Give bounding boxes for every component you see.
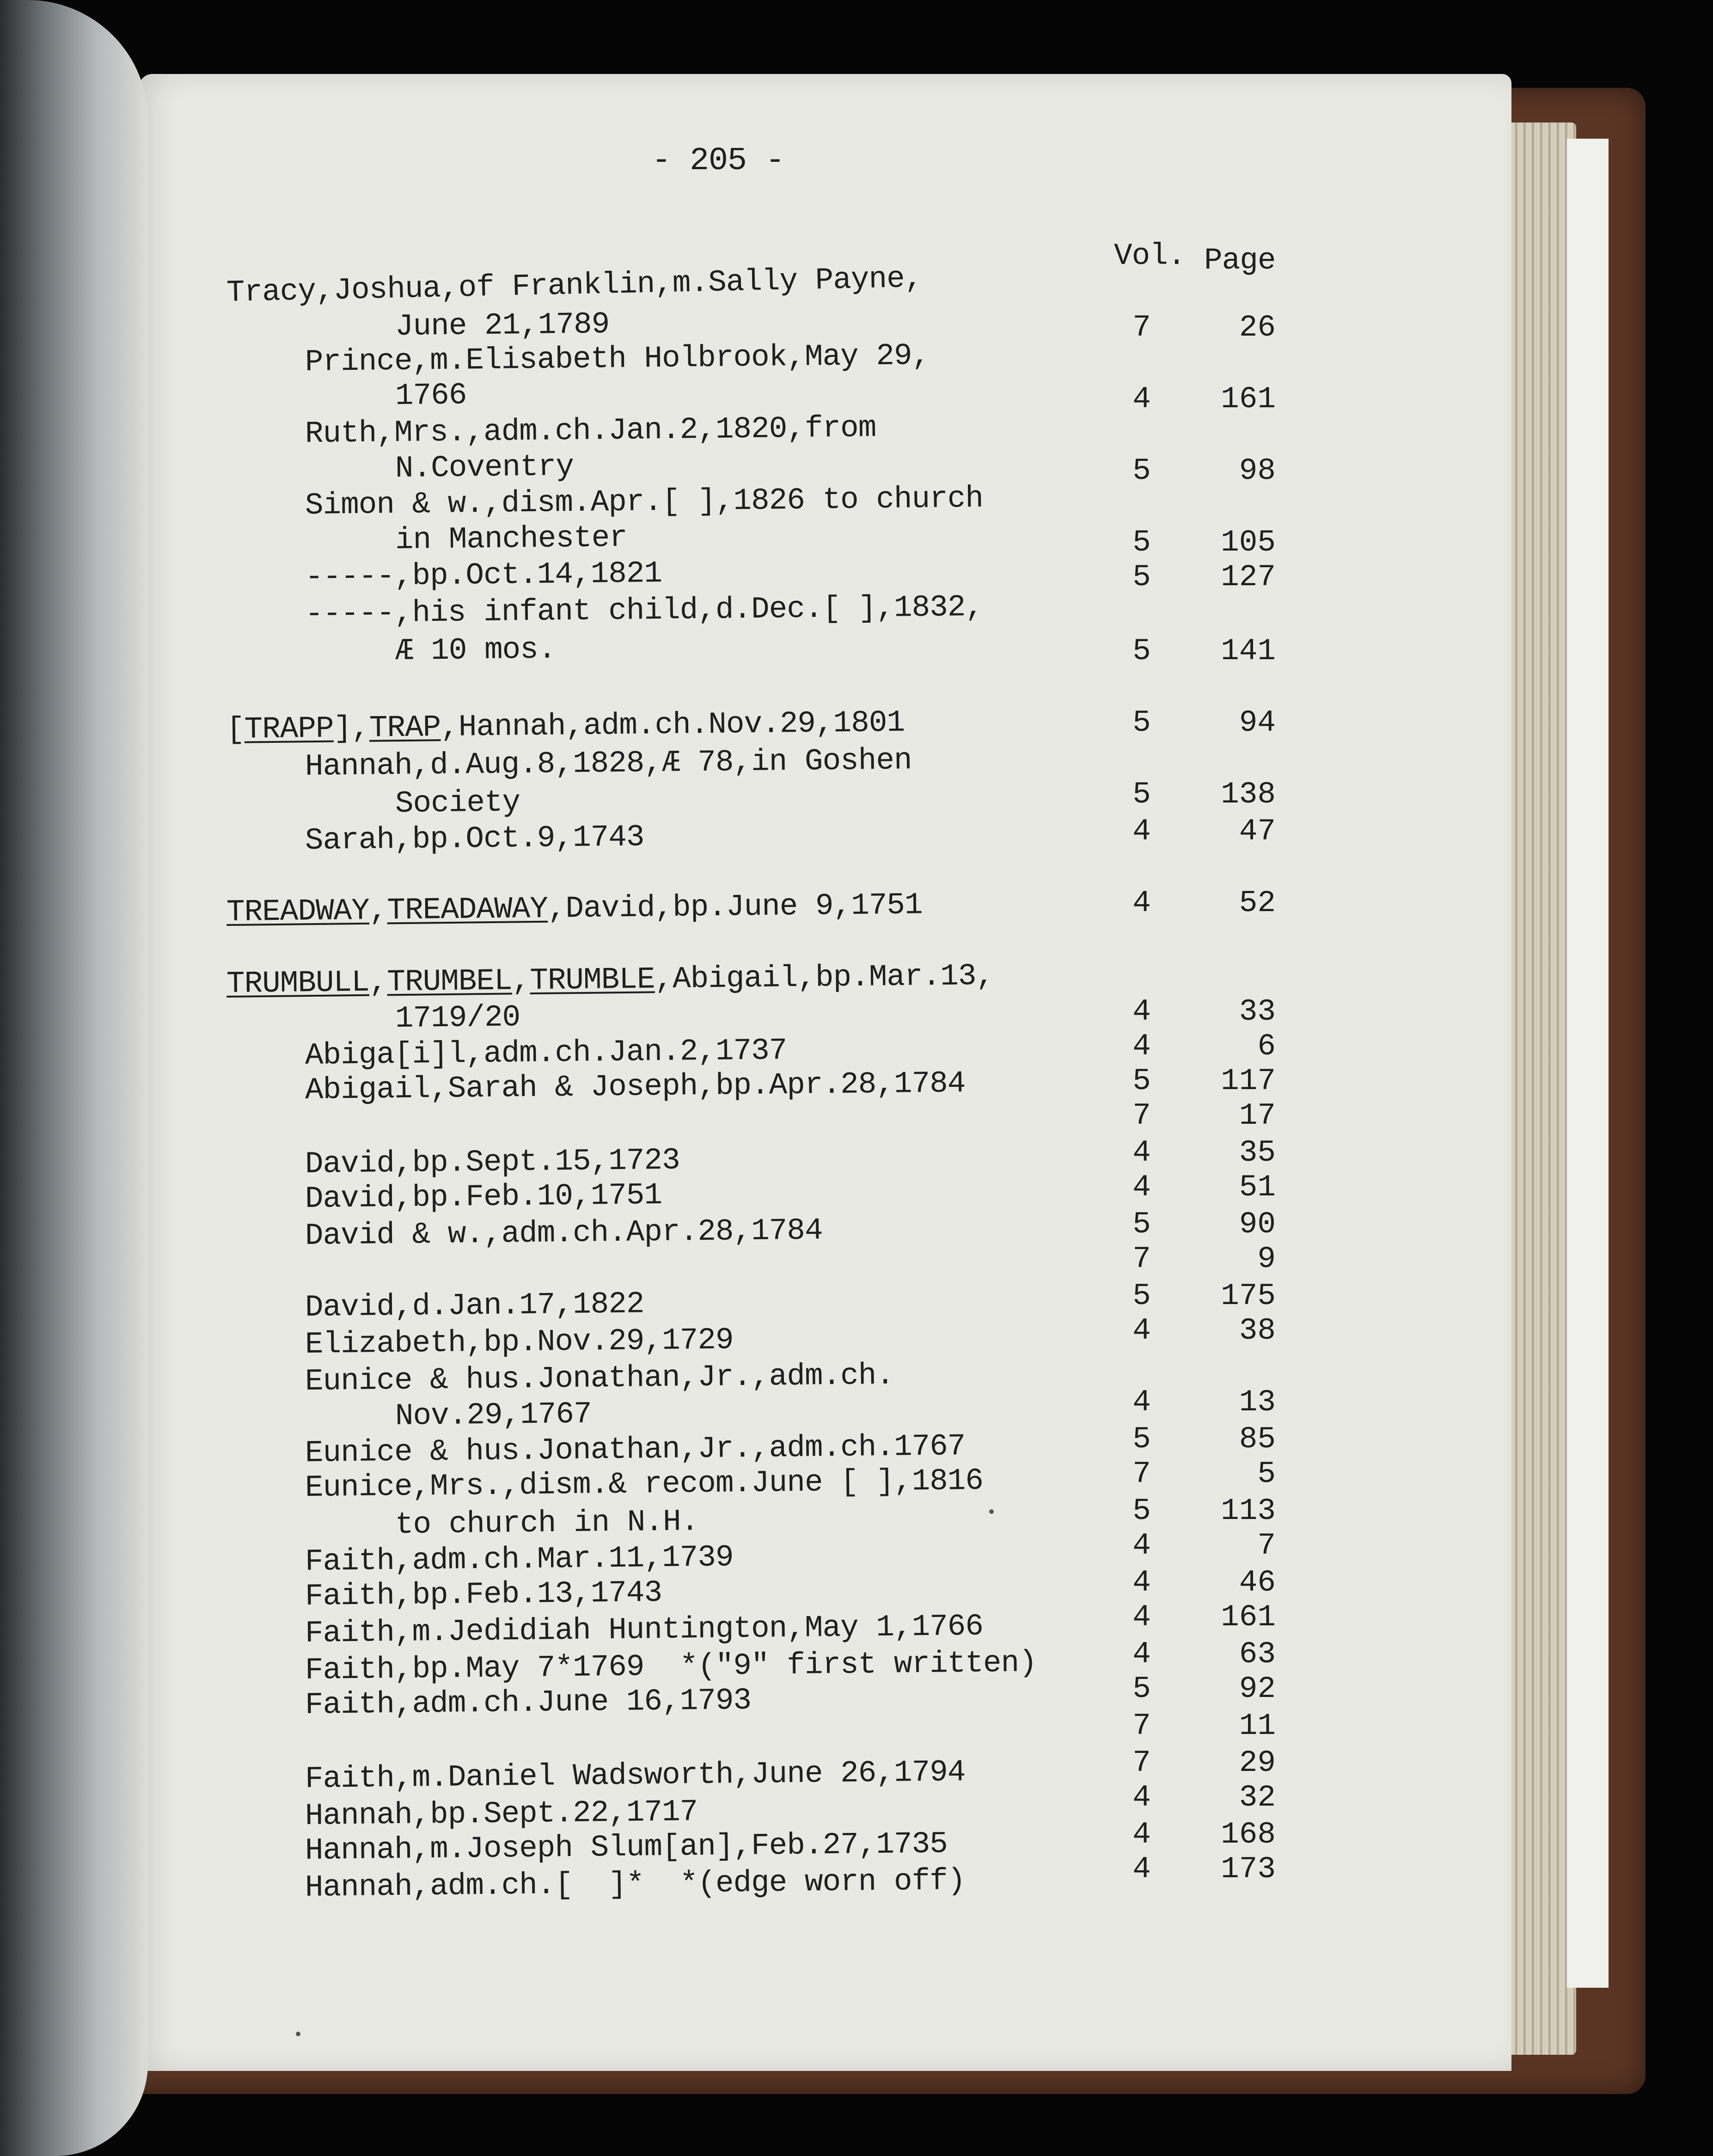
page-reference: 161 xyxy=(1221,1600,1276,1635)
entry-line: in Manchester xyxy=(395,520,628,557)
page-reference: 26 xyxy=(1239,310,1276,345)
vol-number: 7 xyxy=(1132,1746,1151,1780)
vol-number: 4 xyxy=(1132,994,1151,1029)
page-reference: 138 xyxy=(1221,777,1276,812)
page-reference: 105 xyxy=(1221,525,1276,560)
vol-number: 4 xyxy=(1132,886,1151,920)
page-reference: 47 xyxy=(1239,814,1276,849)
entry-line: June 21,1789 xyxy=(395,307,610,344)
page-reference: 175 xyxy=(1221,1279,1276,1313)
page-reference: 38 xyxy=(1239,1313,1276,1348)
page-reference: 52 xyxy=(1239,886,1276,920)
vol-number: 7 xyxy=(1132,310,1151,345)
vol-number: 4 xyxy=(1132,1852,1151,1886)
page-reference: 117 xyxy=(1221,1064,1276,1098)
page-reference: 63 xyxy=(1239,1637,1276,1672)
entry-line: Sarah,bp.Oct.9,1743 xyxy=(305,820,644,858)
entry-line: Nov.29,1767 xyxy=(395,1396,592,1433)
vol-number: 5 xyxy=(1132,777,1151,812)
entry-line: TRUMBULL,TRUMBEL,TRUMBLE,Abigail,bp.Mar.13, xyxy=(226,958,994,1001)
page-reference: 127 xyxy=(1221,560,1276,594)
page-reference: 141 xyxy=(1221,634,1276,668)
entry-line: Simon & w.,dism.Apr.[ ],1826 to church xyxy=(305,481,984,523)
vol-number: 5 xyxy=(1132,1422,1151,1457)
page-reference: 29 xyxy=(1239,1746,1276,1780)
column-header-page: Page xyxy=(1204,243,1276,278)
entry-line: Hannah,bp.Sept.22,1717 xyxy=(305,1795,698,1833)
entry-line: Eunice,Mrs.,dism.& recom.June [ ],1816 xyxy=(305,1463,984,1505)
page-reference: 98 xyxy=(1239,453,1276,488)
vol-number: 5 xyxy=(1132,453,1151,488)
vol-number: 5 xyxy=(1132,1207,1151,1242)
entry-line: David,bp.Sept.15,1723 xyxy=(305,1143,680,1182)
entry-line: -----,bp.Oct.14,1821 xyxy=(305,556,662,594)
vol-number: 5 xyxy=(1132,560,1151,594)
entry-line: 1766 xyxy=(395,378,467,413)
entry-line: David,bp.Feb.10,1751 xyxy=(305,1177,662,1216)
vol-number: 4 xyxy=(1132,1170,1151,1205)
vol-number: 4 xyxy=(1132,1780,1151,1815)
vol-number: 5 xyxy=(1132,1064,1151,1098)
vol-number: 7 xyxy=(1132,1709,1151,1743)
entry-line: Faith,bp.Feb.13,1743 xyxy=(305,1575,662,1614)
entry-line: N.Coventry xyxy=(395,449,574,486)
vol-number: 5 xyxy=(1132,1279,1151,1313)
flyleaf xyxy=(1567,139,1609,1988)
page-reference: 17 xyxy=(1239,1098,1276,1133)
vol-number: 4 xyxy=(1132,1817,1151,1852)
vol-number: 4 xyxy=(1132,1528,1151,1563)
page-reference: 32 xyxy=(1239,1780,1276,1815)
vol-number: 4 xyxy=(1132,1565,1151,1600)
vol-number: 7 xyxy=(1132,1242,1151,1276)
page-number: - 205 - xyxy=(652,143,785,179)
vol-number: 7 xyxy=(1132,1098,1151,1133)
vol-number: 4 xyxy=(1132,1600,1151,1635)
page-reference: 11 xyxy=(1239,1709,1276,1743)
entry-line: David,d.Jan.17,1822 xyxy=(305,1286,644,1325)
vol-number: 7 xyxy=(1132,1457,1151,1491)
entry-line: Faith,adm.ch.June 16,1793 xyxy=(305,1683,752,1722)
entry-line: Faith,bp.May 7*1769 *("9" first written) xyxy=(305,1645,1037,1688)
vol-number: 4 xyxy=(1132,1385,1151,1420)
entry-line: Tracy,Joshua,of Franklin,m.Sally Payne, xyxy=(226,261,923,310)
entry-line: Faith,m.Daniel Wadsworth,June 26,1794 xyxy=(305,1755,966,1796)
vol-number: 5 xyxy=(1132,1672,1151,1706)
entry-line: Ruth,Mrs.,adm.ch.Jan.2,1820,from xyxy=(305,410,876,451)
vol-number: 4 xyxy=(1132,1637,1151,1672)
entry-line: Eunice & hus.Jonathan,Jr.,adm.ch. xyxy=(305,1358,894,1399)
ink-speck xyxy=(989,1509,994,1514)
page-reference: 9 xyxy=(1257,1242,1276,1276)
entry-line: Faith,adm.ch.Mar.11,1739 xyxy=(305,1540,734,1579)
page-reference: 13 xyxy=(1239,1385,1276,1420)
entry-line: [TRAPP],TRAP,Hannah,adm.ch.Nov.29,1801 xyxy=(226,705,905,747)
page-reference: 5 xyxy=(1257,1457,1276,1491)
entry-line: Eunice & hus.Jonathan,Jr.,adm.ch.1767 xyxy=(305,1429,966,1470)
page-reference: 113 xyxy=(1221,1494,1276,1528)
page-reference: 35 xyxy=(1239,1135,1276,1170)
entry-line: Hannah,m.Joseph Slum[an],Feb.27,1735 xyxy=(305,1826,948,1868)
page-reference: 92 xyxy=(1239,1672,1276,1706)
entry-line: Faith,m.Jedidiah Huntington,May 1,1766 xyxy=(305,1609,984,1651)
page-reference: 168 xyxy=(1221,1817,1276,1852)
page-reference: 173 xyxy=(1221,1852,1276,1886)
entry-line: TREADWAY,TREADAWAY,David,bp.June 9,1751 xyxy=(226,888,923,930)
entry-line: Hannah,d.Aug.8,1828,Æ 78,in Goshen xyxy=(305,743,912,784)
vol-number: 5 xyxy=(1132,634,1151,668)
entry-line: -----,his infant child,d.Dec.[ ],1832, xyxy=(305,589,984,631)
entry-line: Elizabeth,bp.Nov.29,1729 xyxy=(305,1323,734,1362)
vol-number: 5 xyxy=(1132,705,1151,740)
vol-number: 5 xyxy=(1132,1494,1151,1528)
entry-line: Abigail,Sarah & Joseph,bp.Apr.28,1784 xyxy=(305,1066,966,1108)
vol-number: 4 xyxy=(1132,1313,1151,1348)
page-reference: 90 xyxy=(1239,1207,1276,1242)
entry-line: Hannah,adm.ch.[ ]* *(edge worn off) xyxy=(305,1863,966,1905)
column-header-vol: Vol. xyxy=(1114,239,1186,273)
entry-line: Abiga[i]l,adm.ch.Jan.2,1737 xyxy=(305,1033,787,1073)
page-reference: 46 xyxy=(1239,1565,1276,1600)
vol-number: 4 xyxy=(1132,382,1151,416)
vol-number: 4 xyxy=(1132,814,1151,849)
page-reference: 33 xyxy=(1239,994,1276,1029)
left-page-curl xyxy=(0,0,148,2156)
entry-line: David & w.,adm.ch.Apr.28,1784 xyxy=(305,1213,823,1253)
entry-line: to church in N.H. xyxy=(395,1504,699,1542)
entry-line: 1719/20 xyxy=(395,1000,520,1036)
page-reference: 7 xyxy=(1257,1528,1276,1563)
page-edges xyxy=(1502,122,1576,2055)
vol-number: 5 xyxy=(1132,525,1151,560)
ink-speck xyxy=(296,2032,300,2036)
vol-number: 4 xyxy=(1132,1135,1151,1170)
page-reference: 85 xyxy=(1239,1422,1276,1457)
vol-number: 4 xyxy=(1132,1029,1151,1064)
page-reference: 6 xyxy=(1257,1029,1276,1064)
page-reference: 161 xyxy=(1221,382,1276,416)
entry-line: Prince,m.Elisabeth Holbrook,May 29, xyxy=(305,338,930,380)
entry-line: Society xyxy=(395,785,520,821)
page-reference: 94 xyxy=(1239,705,1276,740)
entry-line: Æ 10 mos. xyxy=(395,632,556,668)
page-reference: 51 xyxy=(1239,1170,1276,1205)
